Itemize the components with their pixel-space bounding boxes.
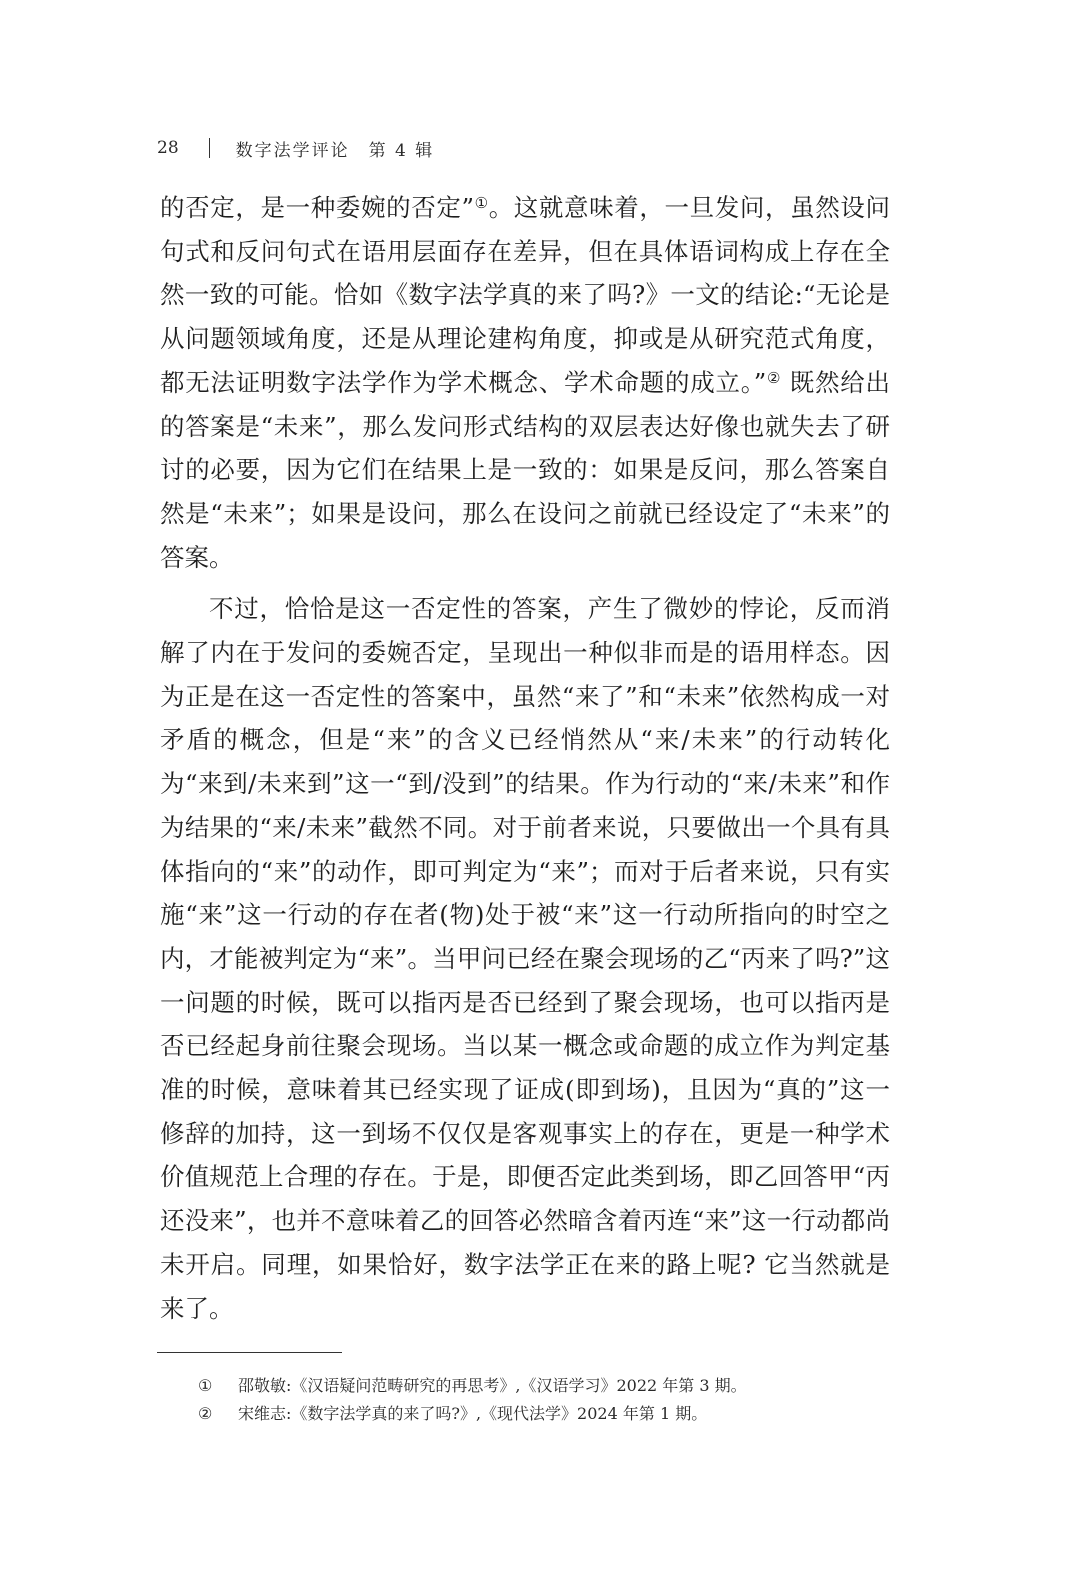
paragraph-1 <box>160 186 890 579</box>
footnote-mark: ② <box>198 1404 213 1423</box>
footnote-1 <box>198 1372 888 1400</box>
paragraph-1-text-a: 的否定，是一种委婉的否定” <box>160 193 474 222</box>
paragraph-1-text-c: 既然给出的答案是“未来”，那么发问形式结构的双层表达好像也就失去了研讨的必要，因为它们在结果上是一致的：如果是反问，那么答案自然是“未来”；如果是设问，那么在设问之前就已经设定了“未来”的答案。 <box>160 367 890 572</box>
footnote-2 <box>198 1400 888 1428</box>
footnote-ref-1[interactable]: ① <box>473 194 489 212</box>
footnote-text: 宋维志:《数字法学真的来了吗?》,《现代法学》2024 年第 1 期。 <box>238 1404 708 1423</box>
footnotes <box>198 1372 888 1428</box>
running-header <box>157 130 434 166</box>
footnote-ref-2[interactable]: ② <box>766 368 782 387</box>
body-text <box>160 186 890 1330</box>
footnote-divider <box>157 1352 342 1353</box>
page-number: 28 <box>157 138 179 158</box>
header-divider <box>209 138 210 158</box>
footnote-text: 邵敬敏:《汉语疑问范畴研究的再思考》,《汉语学习》2022 年第 3 期。 <box>238 1376 747 1395</box>
journal-title: 数字法学评论 第 4 辑 <box>235 140 435 161</box>
paragraph-1-text-b: 。这就意味着，一旦发问，虽然设问句式和反问句式在语用层面存在差异，但在具体语词构成上存在全然一致的可能。恰如《数字法学真的来了吗?》一文的结论:“无论是从问题领域角度，还是从理论建构角度，抑或是从研究范式角度，都无法证明数字法学作为学术概念、学术命题的成立。” <box>160 193 891 397</box>
paragraph-2: 不过，恰恰是这一否定性的答案，产生了微妙的悖论，反而消解了内在于发问的委婉否定，呈现出一种似非而是的语用样态。因为正是在这一否定性的答案中，虽然“来了”和“未来”依然构成一对矛盾的概念，但是“来”的含义已经悄然从“来/未来”的行动转化为“来到/未来到”这一“到/没到”的结果。作为行动的“来/未来”和作为结果的“来/未来”截然不同。对于前者来说，只要做出一个具有具体指向的“来”的动作，即可判定为“来”；而对于后者来说，只有实施“来”这一行动的存在者(物)处于被“来”这一行动所指向的时空之内，才能被判定为“来”。当甲问已经在聚会现场的乙“丙来了吗?”这一问题的时候，既可以指丙是否已经到了聚会现场，也可以指丙是否已经起身前往聚会现场。当以某一概念或命题的成立作为判定基准的时候，意味着其已经实现了证成(即到场)，且因为“真的”这一修辞的加持，这一到场不仅仅是客观事实上的存在，更是一种学术价值规范上合理的存在。于是，即便否定此类到场，即乙回答甲“丙还没来”，也并不意味着乙的回答必然暗含着丙连“来”这一行动都尚未开启。同理，如果恰好，数字法学正在来的路上呢? 它当然就是来了。 <box>160 594 890 1323</box>
footnote-mark: ① <box>198 1376 213 1395</box>
